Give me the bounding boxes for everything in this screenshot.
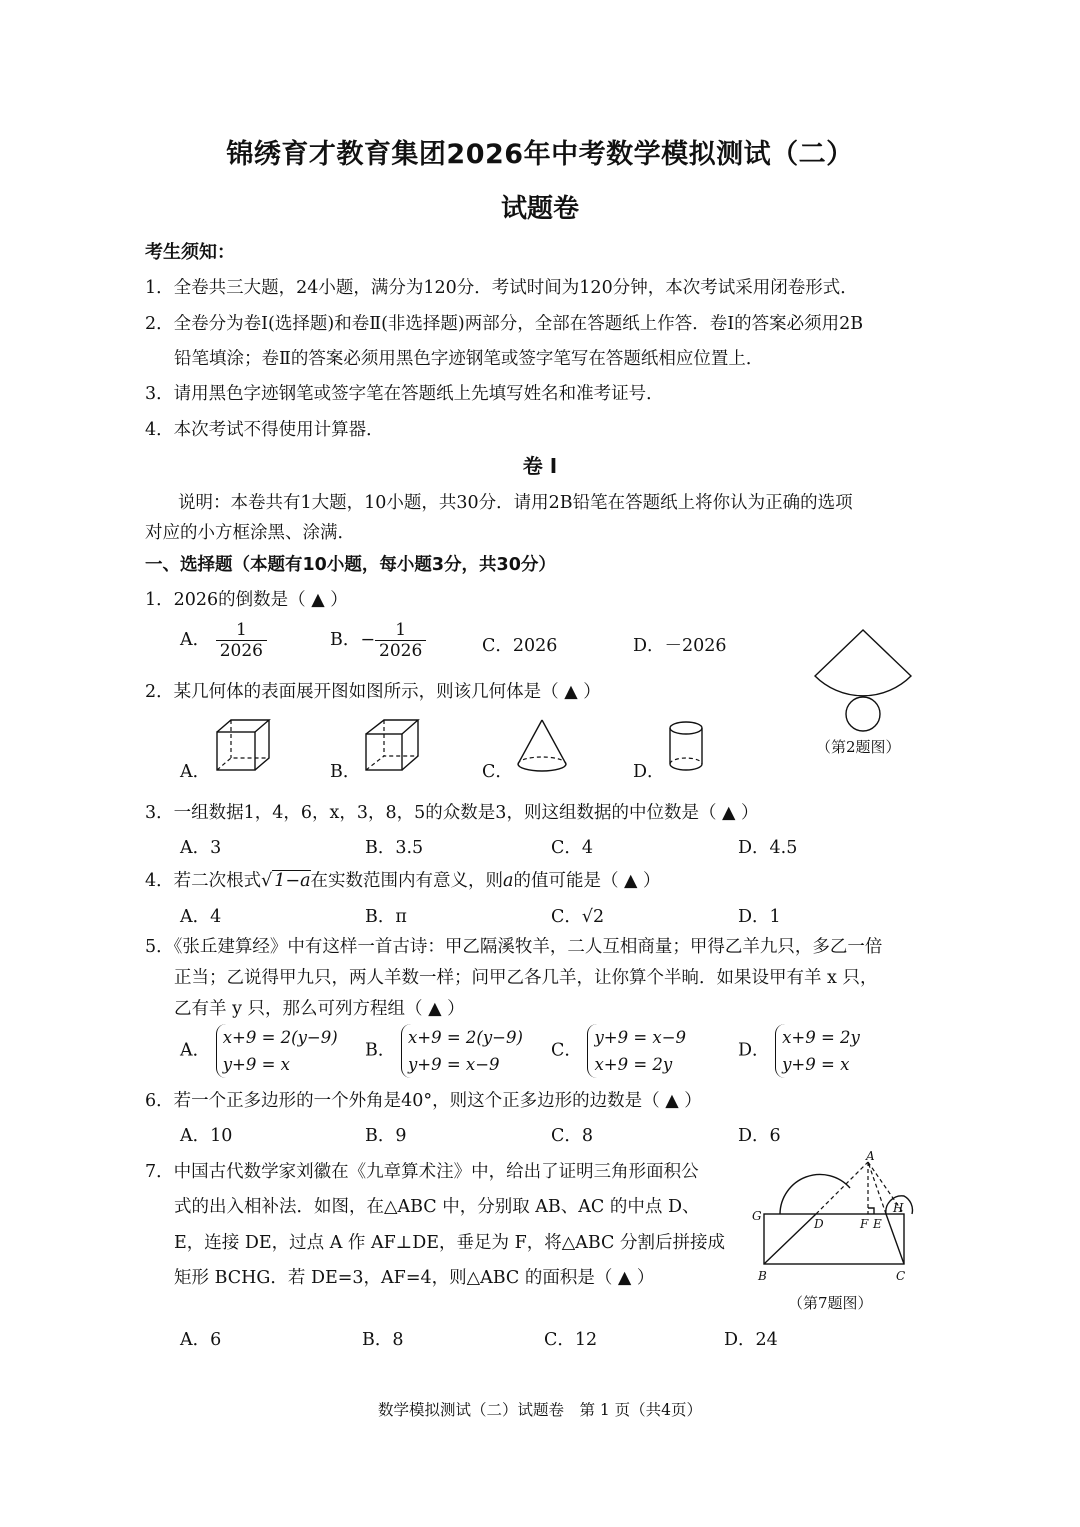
q6-option-a[interactable]: A．10 <box>180 1126 233 1146</box>
q3-option-a[interactable]: A．3 <box>180 838 222 858</box>
segment-da <box>816 1162 868 1214</box>
q2-option-c[interactable]: C． <box>482 762 513 782</box>
question-4-stem <box>145 867 661 892</box>
minus-sign: − <box>360 630 376 650</box>
q1-option-b[interactable] <box>330 620 426 661</box>
fraction <box>216 620 267 661</box>
equation: y+9 = x <box>782 1055 850 1074</box>
q6-option-c[interactable]: C．8 <box>551 1126 594 1146</box>
cube-icon <box>364 718 422 774</box>
rectangle-bchg <box>764 1214 904 1264</box>
q7-option-c[interactable]: C．12 <box>544 1330 598 1350</box>
section-note: 对应的小方框涂黑、涂满． <box>145 523 355 543</box>
sector-shape <box>815 630 911 696</box>
cylinder-icon <box>668 720 708 776</box>
q3-option-d[interactable]: D．4.5 <box>738 838 798 858</box>
q5-option-b[interactable] <box>365 1024 523 1078</box>
page-footer: 数学模拟测试（二）试题卷 第 1 页（共4页） <box>377 1401 703 1419</box>
question-5-line: 正当；乙说得甲九只，两人羊数一样；问甲乙各几羊，让你算个半晌．如果设甲有羊 x 只， <box>174 968 878 988</box>
part-heading <box>145 551 556 576</box>
numerator: 1 <box>216 620 267 641</box>
q1-option-d[interactable]: D．－2026 <box>633 636 727 656</box>
radical-sign: √ <box>261 871 273 891</box>
label-b: B <box>758 1269 767 1283</box>
label-c: C <box>896 1269 906 1283</box>
part-heading-text: 一、选择题（本题有10小题，每小题3分，共30分） <box>145 555 556 575</box>
label-a: A <box>866 1149 875 1163</box>
q6-option-b[interactable]: B．9 <box>365 1126 407 1146</box>
q5-option-d[interactable] <box>738 1024 860 1078</box>
radicand: 1−a <box>274 871 311 891</box>
q4-stem-end: 的值可能是（ ▲ ） <box>513 871 661 891</box>
notice-item: 3．请用黑色字迹钢笔或签字笔在答题纸上先填写姓名和准考证号． <box>145 384 664 404</box>
q3-option-c[interactable]: C．4 <box>551 838 594 858</box>
section-note: 说明：本卷共有1大题，10小题，共30分．请用2B铅笔在答题纸上将你认为正确的选项 <box>178 493 853 513</box>
q4-stem-pre: 4．若二次根式 <box>145 871 262 891</box>
option-label: B． <box>365 1040 396 1061</box>
question-5-line: 5．《张丘建算经》中有这样一首古诗：甲乙隔溪牧羊，二人互相商量；甲得乙羊九只，多乙一倍 <box>145 937 883 957</box>
q2-caption: （第2题图） <box>816 738 901 756</box>
denominator: 2026 <box>219 641 263 661</box>
q7-option-d[interactable]: D．24 <box>724 1330 778 1350</box>
q7-option-b[interactable]: B．8 <box>362 1330 404 1350</box>
q7-caption: （第7题图） <box>788 1294 873 1312</box>
denominator: 2026 <box>379 641 423 661</box>
question-2-stem: 2．某几何体的表面展开图如图所示，则该几何体是（ ▲ ） <box>145 682 601 702</box>
equation-system <box>216 1024 338 1078</box>
q7-triangle-figure <box>750 1150 920 1285</box>
cone-icon <box>516 718 572 778</box>
question-5-line: 乙有羊 y 只，那么可列方程组（ ▲ ） <box>174 999 465 1019</box>
question-1-stem: 1．2026的倒数是（ ▲ ） <box>145 590 348 610</box>
q4-option-a[interactable]: A．4 <box>180 907 222 927</box>
numerator: 1 <box>375 620 426 641</box>
notice-item: 4．本次考试不得使用计算器． <box>145 420 384 440</box>
variable-a: a <box>503 871 514 891</box>
option-label: A． <box>180 1040 211 1061</box>
equation: x+9 = 2y <box>594 1055 673 1074</box>
equation-system <box>587 1024 686 1078</box>
label-f: F <box>860 1217 869 1231</box>
segment-ce <box>886 1214 904 1264</box>
right-angle-mark <box>868 1208 874 1214</box>
q4-option-c[interactable] <box>551 903 604 928</box>
q6-option-d[interactable]: D．6 <box>738 1126 781 1146</box>
q2-option-d[interactable]: D． <box>633 762 665 782</box>
notice-item: 2．全卷分为卷Ⅰ(选择题)和卷Ⅱ(非选择题)两部分，全部在答题纸上作答．卷Ⅰ的答案必须用2B <box>145 314 864 334</box>
section-title: 卷 Ⅰ <box>522 454 558 478</box>
label-g: G <box>752 1209 762 1223</box>
q2-option-a[interactable]: A． <box>180 762 211 782</box>
question-7-line: 式的出入相补法．如图，在△ABC 中，分别取 AB、AC 的中点 D、 <box>174 1197 700 1217</box>
cube-icon <box>215 718 273 774</box>
equation-system <box>401 1024 523 1078</box>
option-label: A． <box>180 630 211 650</box>
segment-bd <box>764 1214 816 1264</box>
notice-item: 1．全卷共三大题，24小题，满分为120分．考试时间为120分钟，本次考试采用闭卷形式． <box>145 278 858 298</box>
option-label: C． <box>551 1040 582 1061</box>
option-label: C． <box>551 907 582 927</box>
q1-option-a[interactable] <box>180 620 267 661</box>
fraction <box>375 620 426 661</box>
question-7-line: 矩形 BCHG．若 DE=3，AF=4，则△ABC 的面积是（ ▲ ） <box>174 1268 655 1288</box>
page-subtitle: 试题卷 <box>500 194 579 224</box>
circle-shape <box>846 697 880 731</box>
label-h: H <box>893 1201 904 1215</box>
notice-heading: 考生须知： <box>145 242 235 263</box>
label-e: E <box>873 1217 882 1231</box>
question-3-stem: 3．一组数据1，4，6，x，3，8，5的众数是3，则这组数据的中位数是（ ▲ ） <box>145 803 759 823</box>
segment-ea <box>868 1162 886 1214</box>
q2-net-figure <box>805 628 925 738</box>
q4-stem-post: 在实数范围内有意义，则 <box>310 871 504 891</box>
notice-item: 铅笔填涂；卷Ⅱ的答案必须用黑色字迹钢笔或签字笔写在答题纸相应位置上． <box>174 349 764 369</box>
q3-option-b[interactable]: B．3.5 <box>365 838 424 858</box>
option-label: D． <box>738 1040 770 1061</box>
equation-system <box>775 1024 860 1078</box>
equation: x+9 = 2y <box>782 1028 860 1047</box>
q2-option-b[interactable]: B． <box>330 762 361 782</box>
equation: y+9 = x−9 <box>407 1055 500 1074</box>
page-title: 锦绣育才教育集团2026年中考数学模拟测试（二） <box>226 139 854 170</box>
q5-option-a[interactable] <box>180 1024 338 1078</box>
q5-option-c[interactable] <box>551 1024 686 1078</box>
question-6-stem: 6．若一个正多边形的一个外角是40°，则这个正多边形的边数是（ ▲ ） <box>145 1091 702 1111</box>
question-7-line: 7．中国古代数学家刘徽在《九章算术注》中，给出了证明三角形面积公 <box>145 1162 699 1182</box>
equation: x+9 = 2(y−9) <box>222 1028 338 1047</box>
option-label: B． <box>330 630 361 650</box>
equation: y+9 = x−9 <box>594 1028 687 1047</box>
q4-option-d[interactable]: D．1 <box>738 907 781 927</box>
q7-option-a[interactable]: A．6 <box>180 1330 222 1350</box>
question-7-line: E，连接 DE，过点 A 作 AF⊥DE，垂足为 F，将△ABC 分割后拼接成 <box>174 1233 725 1253</box>
q1-option-c[interactable]: C．2026 <box>482 636 558 656</box>
label-d: D <box>814 1217 824 1231</box>
equation: y+9 = x <box>222 1055 290 1074</box>
rotation-arc-left <box>780 1174 850 1214</box>
q4-option-b[interactable]: B．π <box>365 907 407 927</box>
sqrt-two: √2 <box>581 907 605 927</box>
equation: x+9 = 2(y−9) <box>407 1028 523 1047</box>
